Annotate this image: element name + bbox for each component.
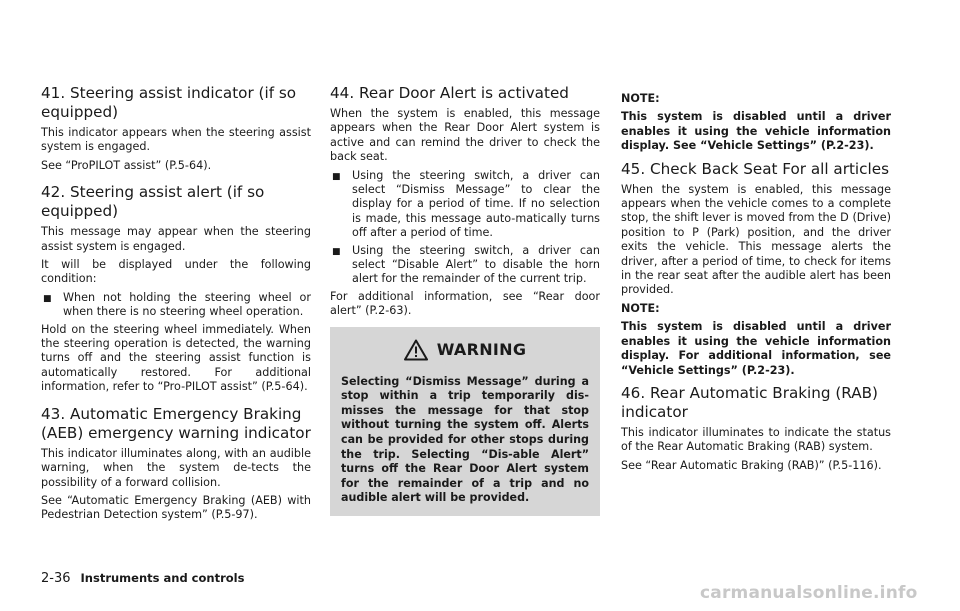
warning-box bbox=[330, 327, 600, 516]
section-42-title: 42. Steering assist alert (if so equipped) bbox=[41, 183, 265, 221]
section-46-text: This indicator illuminates to indicate the status of the Rear Automatic Braking (RAB) system. bbox=[621, 425, 891, 454]
list-item-text: When not holding the steering wheel or when there is no steering wheel operation. bbox=[63, 290, 311, 319]
list-item bbox=[330, 169, 600, 241]
left-column bbox=[41, 84, 311, 527]
note-label: NOTE: bbox=[621, 301, 660, 315]
section-45-text: When the system is enabled, this message appears when the vehicle comes to a complete stop, the shift lever is moved from the D (Drive) position to P (Park) position, and the driver exits the vehicle. This message alerts the driver, after a period of time, to check for items in the rear seat after the audible alert has been provided. bbox=[621, 182, 891, 297]
middle-column bbox=[330, 84, 600, 516]
note-label: NOTE: bbox=[621, 92, 660, 105]
page-number: 2-36 bbox=[41, 571, 71, 586]
warning-triangle-icon bbox=[404, 339, 428, 361]
section-45-title: 45. Check Back Seat For all articles bbox=[621, 159, 889, 178]
warning-text: Selecting “Dismiss Message” during a stop within a trip temporarily dis-misses the message for that stop without turning the system off. Alerts can be provided for other stops during the trip. Selecting “Dis-able Alert” turns off the Rear Door Alert system for the remainder of a trip and no audible alert will be provided. bbox=[341, 374, 589, 505]
watermark: carmanualsonline.info bbox=[700, 583, 918, 603]
note-text: This system is disabled until a driver enables it using the vehicle information display. See “Vehicle Settings” (P.2-23). bbox=[621, 110, 891, 153]
section-42-condition: It will be displayed under the following condition: bbox=[41, 258, 311, 286]
section-41-text: This indicator appears when the steering assist system is engaged. bbox=[41, 126, 311, 154]
warning-title: WARNING bbox=[436, 340, 527, 360]
section-name: Instruments and controls bbox=[80, 571, 245, 585]
section-46-title: 46. Rear Automatic Braking (RAB) indicator bbox=[621, 383, 878, 421]
bullet-icon: ■ bbox=[332, 246, 341, 257]
section-46-reference: See “Rear Automatic Braking (RAB)” (P.5-116). bbox=[621, 458, 882, 472]
page-footer bbox=[41, 571, 244, 586]
section-43-reference: See “Automatic Emergency Braking (AEB) with Pedestrian Detection system” (P.5-97). bbox=[41, 493, 311, 522]
list-item-text: Using the steering switch, a driver can select “Dismiss Message” to clear the display for a period of time. If no selection is made, this message auto-matically turns off after a period of time. bbox=[352, 168, 600, 240]
section-44-reference: For additional information, see “Rear door alert” (P.2-63). bbox=[330, 289, 600, 318]
section-41-reference: See “ProPILOT assist” (P.5-64). bbox=[41, 158, 212, 172]
section-41-title: 41. Steering assist indicator (if so equipped) bbox=[41, 84, 297, 121]
right-column bbox=[621, 92, 891, 477]
list-item bbox=[41, 291, 311, 320]
section-43-title: 43. Automatic Emergency Braking (AEB) emergency warning indicator bbox=[41, 404, 311, 442]
section-42-instructions: Hold on the steering wheel immediately. When the steering operation is detected, the warning turns off and the steering assist function is automatically restored. For additional information, refer to “Pro-PILOT assist” (P.5-64). bbox=[41, 322, 311, 394]
note-text: This system is disabled until a driver enables it using the vehicle information display. For additional information, see “Vehicle Settings” (P.2-23). bbox=[621, 320, 891, 377]
section-44-title: 44. Rear Door Alert is activated bbox=[330, 84, 569, 102]
list-item bbox=[330, 244, 600, 287]
list-item-text: Using the steering switch, a driver can select “Disable Alert” to disable the horn alert for the remainder of the current trip. bbox=[352, 243, 600, 286]
warning-header bbox=[341, 339, 589, 361]
section-44-text: When the system is enabled, this message appears when the Rear Door Alert system is active and can remind the driver to check the back seat. bbox=[330, 107, 600, 164]
bullet-icon: ■ bbox=[43, 293, 52, 304]
section-42-text: This message may appear when the steering assist system is engaged. bbox=[41, 225, 311, 253]
section-43-text: This indicator illuminates along, with an audible warning, when the system de-tects the possibility of a forward collision. bbox=[41, 446, 311, 489]
bullet-icon: ■ bbox=[332, 171, 341, 182]
